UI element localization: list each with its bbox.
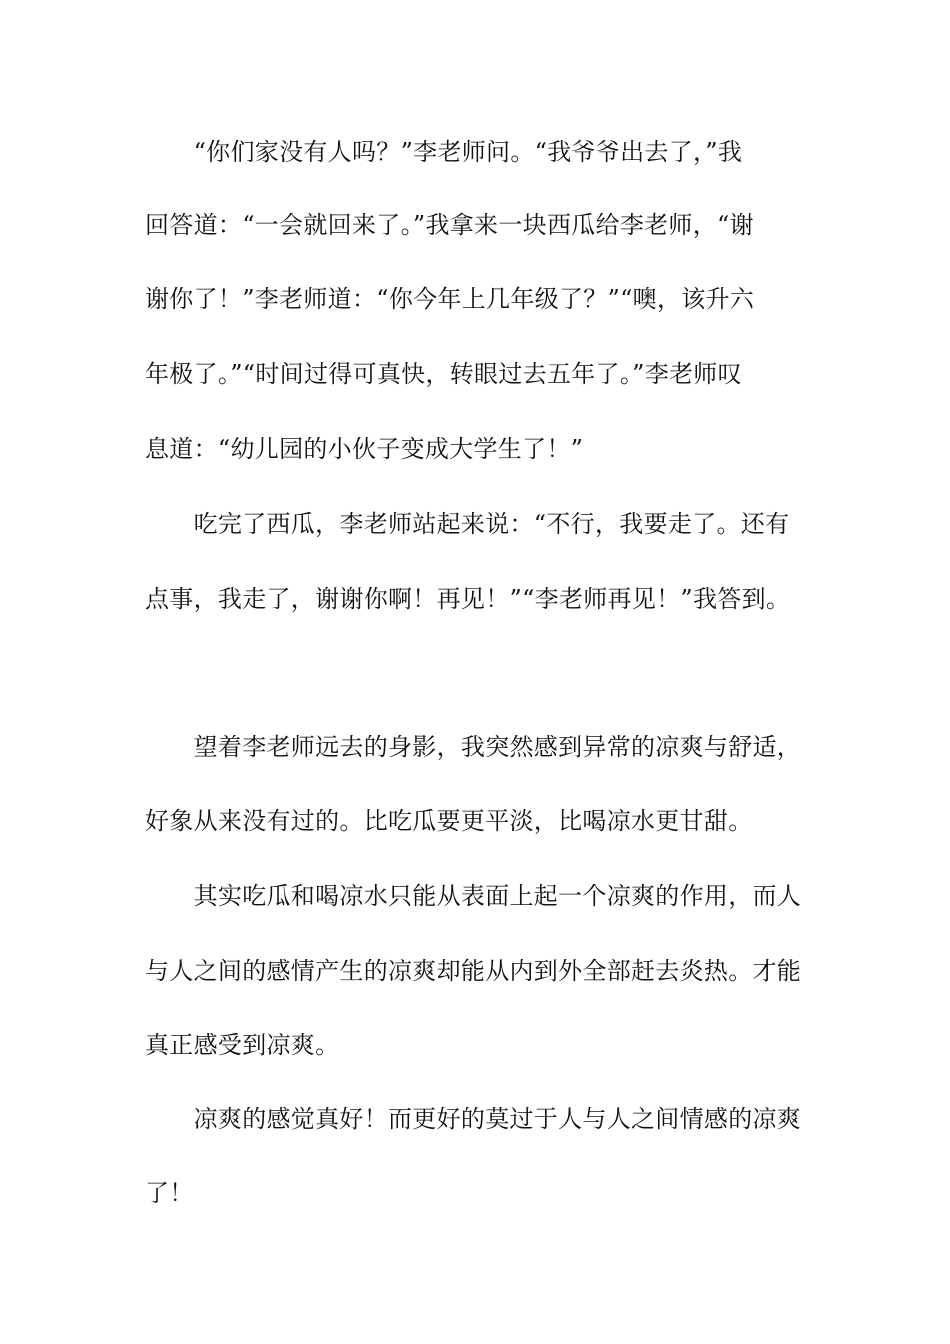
text-line-12: 真正感受到凉爽。 (145, 1031, 340, 1059)
text-line-2: 回答道：“一会就回来了。”我拿来一块西瓜给李老师，“谢 (145, 211, 754, 239)
text-line-10: 其实吃瓜和喝凉水只能从表面上起一个凉爽的作用，而人 (145, 882, 802, 910)
text-line-14: 了！ (145, 1179, 194, 1207)
text-line-4: 年极了。”“时间过得可真快，转眼过去五年了。”李老师叹 (145, 360, 742, 388)
text-line-1: “你们家没有人吗？”李老师问。“我爷爷出去了，”我 (145, 138, 743, 166)
text-line-7: 点事，我走了，谢谢你啊！再见！”“李老师再见！”我答到。 (145, 585, 791, 613)
text-line-6: 吃完了西瓜，李老师站起来说：“不行，我要走了。还有 (145, 510, 790, 538)
text-line-3: 谢你了！”李老师道：“你今年上几年级了？”“噢，该升六 (145, 285, 755, 313)
text-line-11: 与人之间的感情产生的凉爽却能从内到外全部赶去炎热。才能 (145, 957, 802, 985)
text-line-13: 凉爽的感觉真好！而更好的莫过于人与人之间情感的凉爽 (145, 1105, 802, 1133)
text-line-8: 望着李老师远去的身影，我突然感到异常的凉爽与舒适， (145, 733, 802, 761)
text-line-5: 息道：“幼儿园的小伙子变成大学生了！” (145, 435, 584, 463)
text-line-9: 好象从来没有过的。比吃瓜要更平淡，比喝凉水更甘甜。 (145, 807, 753, 835)
